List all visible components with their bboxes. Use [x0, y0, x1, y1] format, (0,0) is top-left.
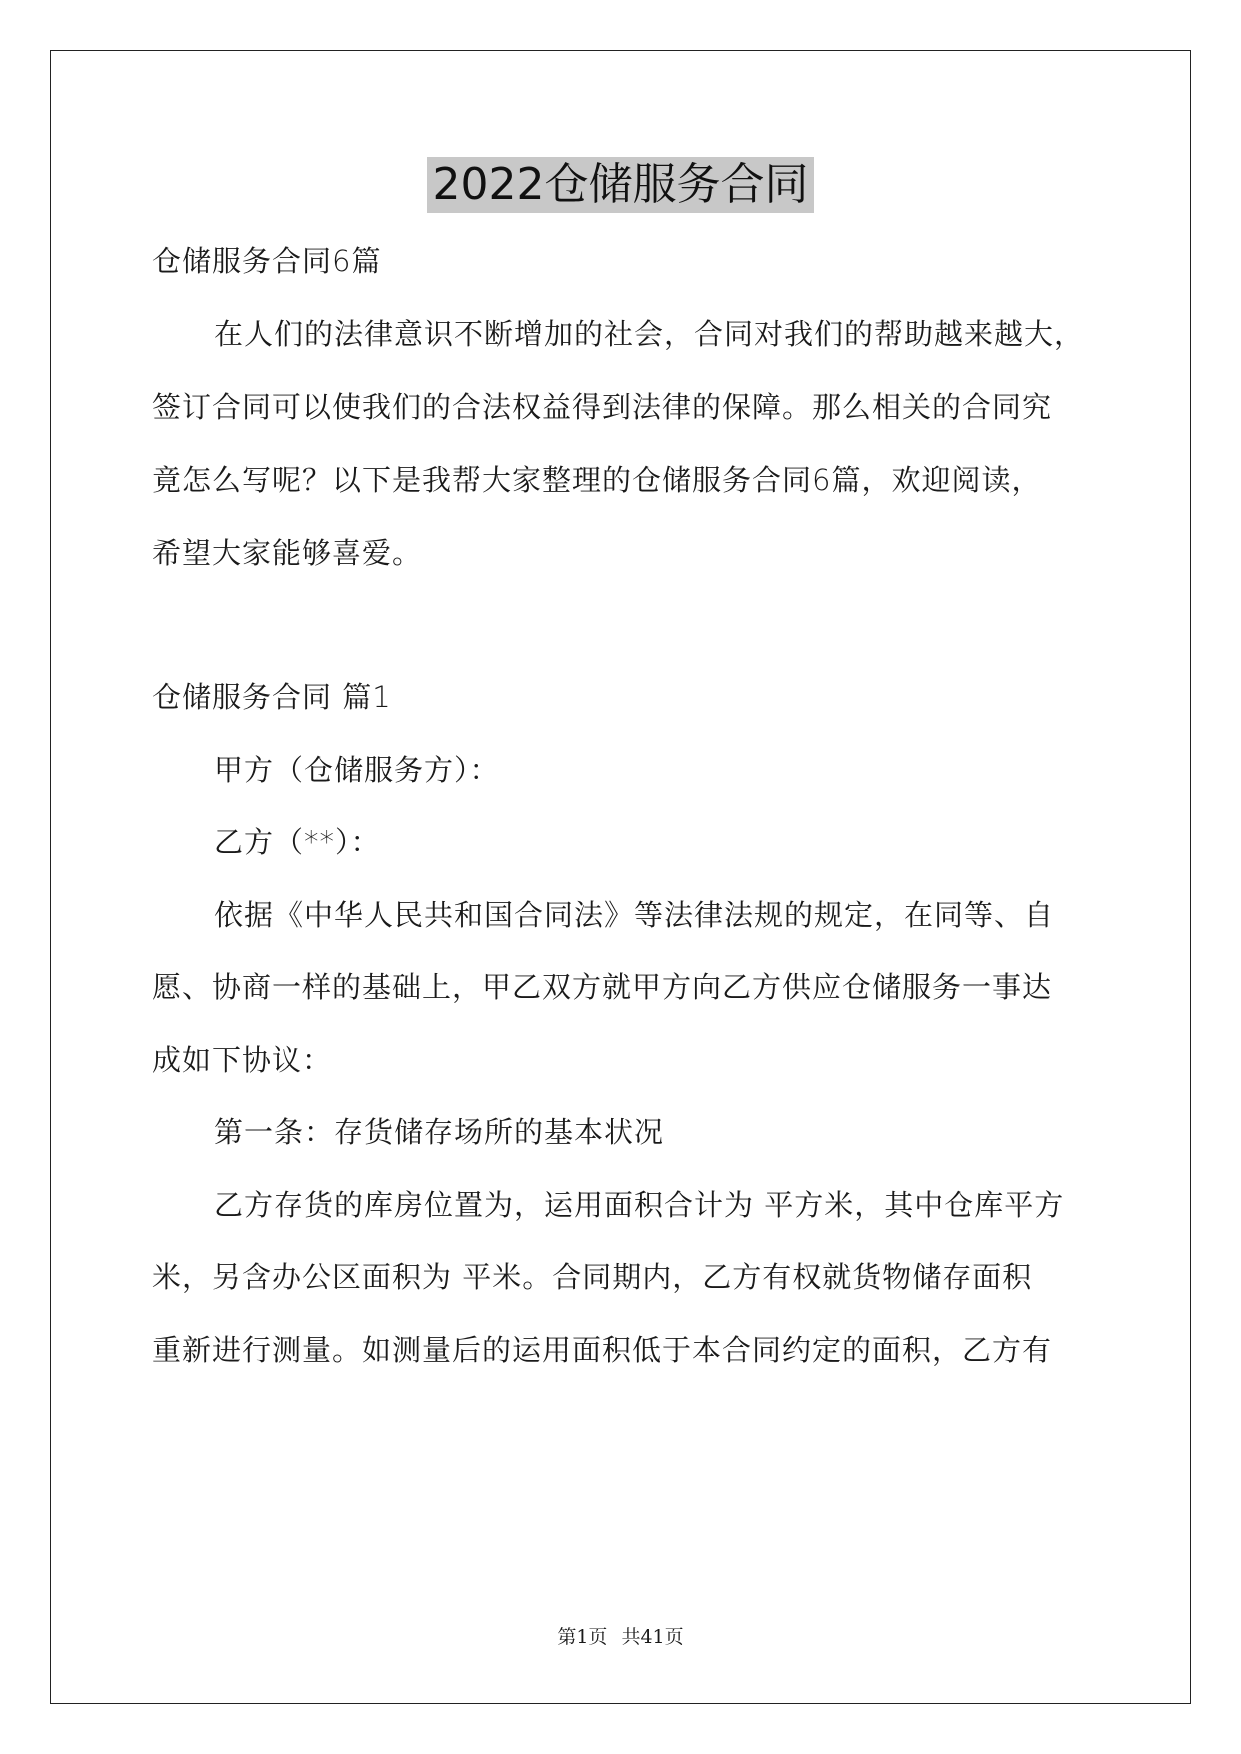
party-a: 甲方（仓储服务方）：: [214, 753, 500, 787]
basis-line-2: 愿、协商一样的基础上，甲乙双方就甲方向乙方供应仓储服务一事达: [152, 970, 1053, 1004]
page-footer: [0, 1625, 1241, 1649]
section-heading: 仓储服务合同 篇1: [152, 680, 392, 714]
intro-line-4: 希望大家能够喜爱。: [152, 536, 423, 570]
article1-title: 第一条：存货储存场所的基本状况: [214, 1115, 665, 1149]
page-number: 第1页: [557, 1626, 608, 1648]
article1-line-3: 重新进行测量。如测量后的运用面积低于本合同约定的面积，乙方有: [152, 1333, 1053, 1367]
basis-line-1: 依据《中华人民共和国合同法》等法律法规的规定，在同等、自: [214, 898, 1055, 932]
article1-line-2: 米，另含办公区面积为 平米。合同期内，乙方有权就货物储存面积: [152, 1260, 1033, 1294]
subtitle: 仓储服务合同6篇: [152, 244, 382, 278]
intro-line-2: 签订合同可以使我们的合法权益得到法律的保障。那么相关的合同究: [152, 390, 1053, 424]
intro-line-3: 竟怎么写呢？以下是我帮大家整理的仓储服务合同6篇，欢迎阅读，: [152, 463, 1042, 497]
title-container: [0, 157, 1241, 213]
article1-line-1: 乙方存货的库房位置为，运用面积合计为 平方米，其中仓库平方: [214, 1188, 1065, 1222]
party-b: 乙方（**）：: [214, 825, 381, 859]
document-title: 2022仓储服务合同: [427, 157, 815, 213]
basis-line-3: 成如下协议：: [152, 1043, 333, 1077]
total-pages: 共41页: [621, 1626, 684, 1648]
page-border: [50, 50, 1191, 1704]
intro-line-1: 在人们的法律意识不断增加的社会，合同对我们的帮助越来越大，: [214, 317, 1085, 351]
